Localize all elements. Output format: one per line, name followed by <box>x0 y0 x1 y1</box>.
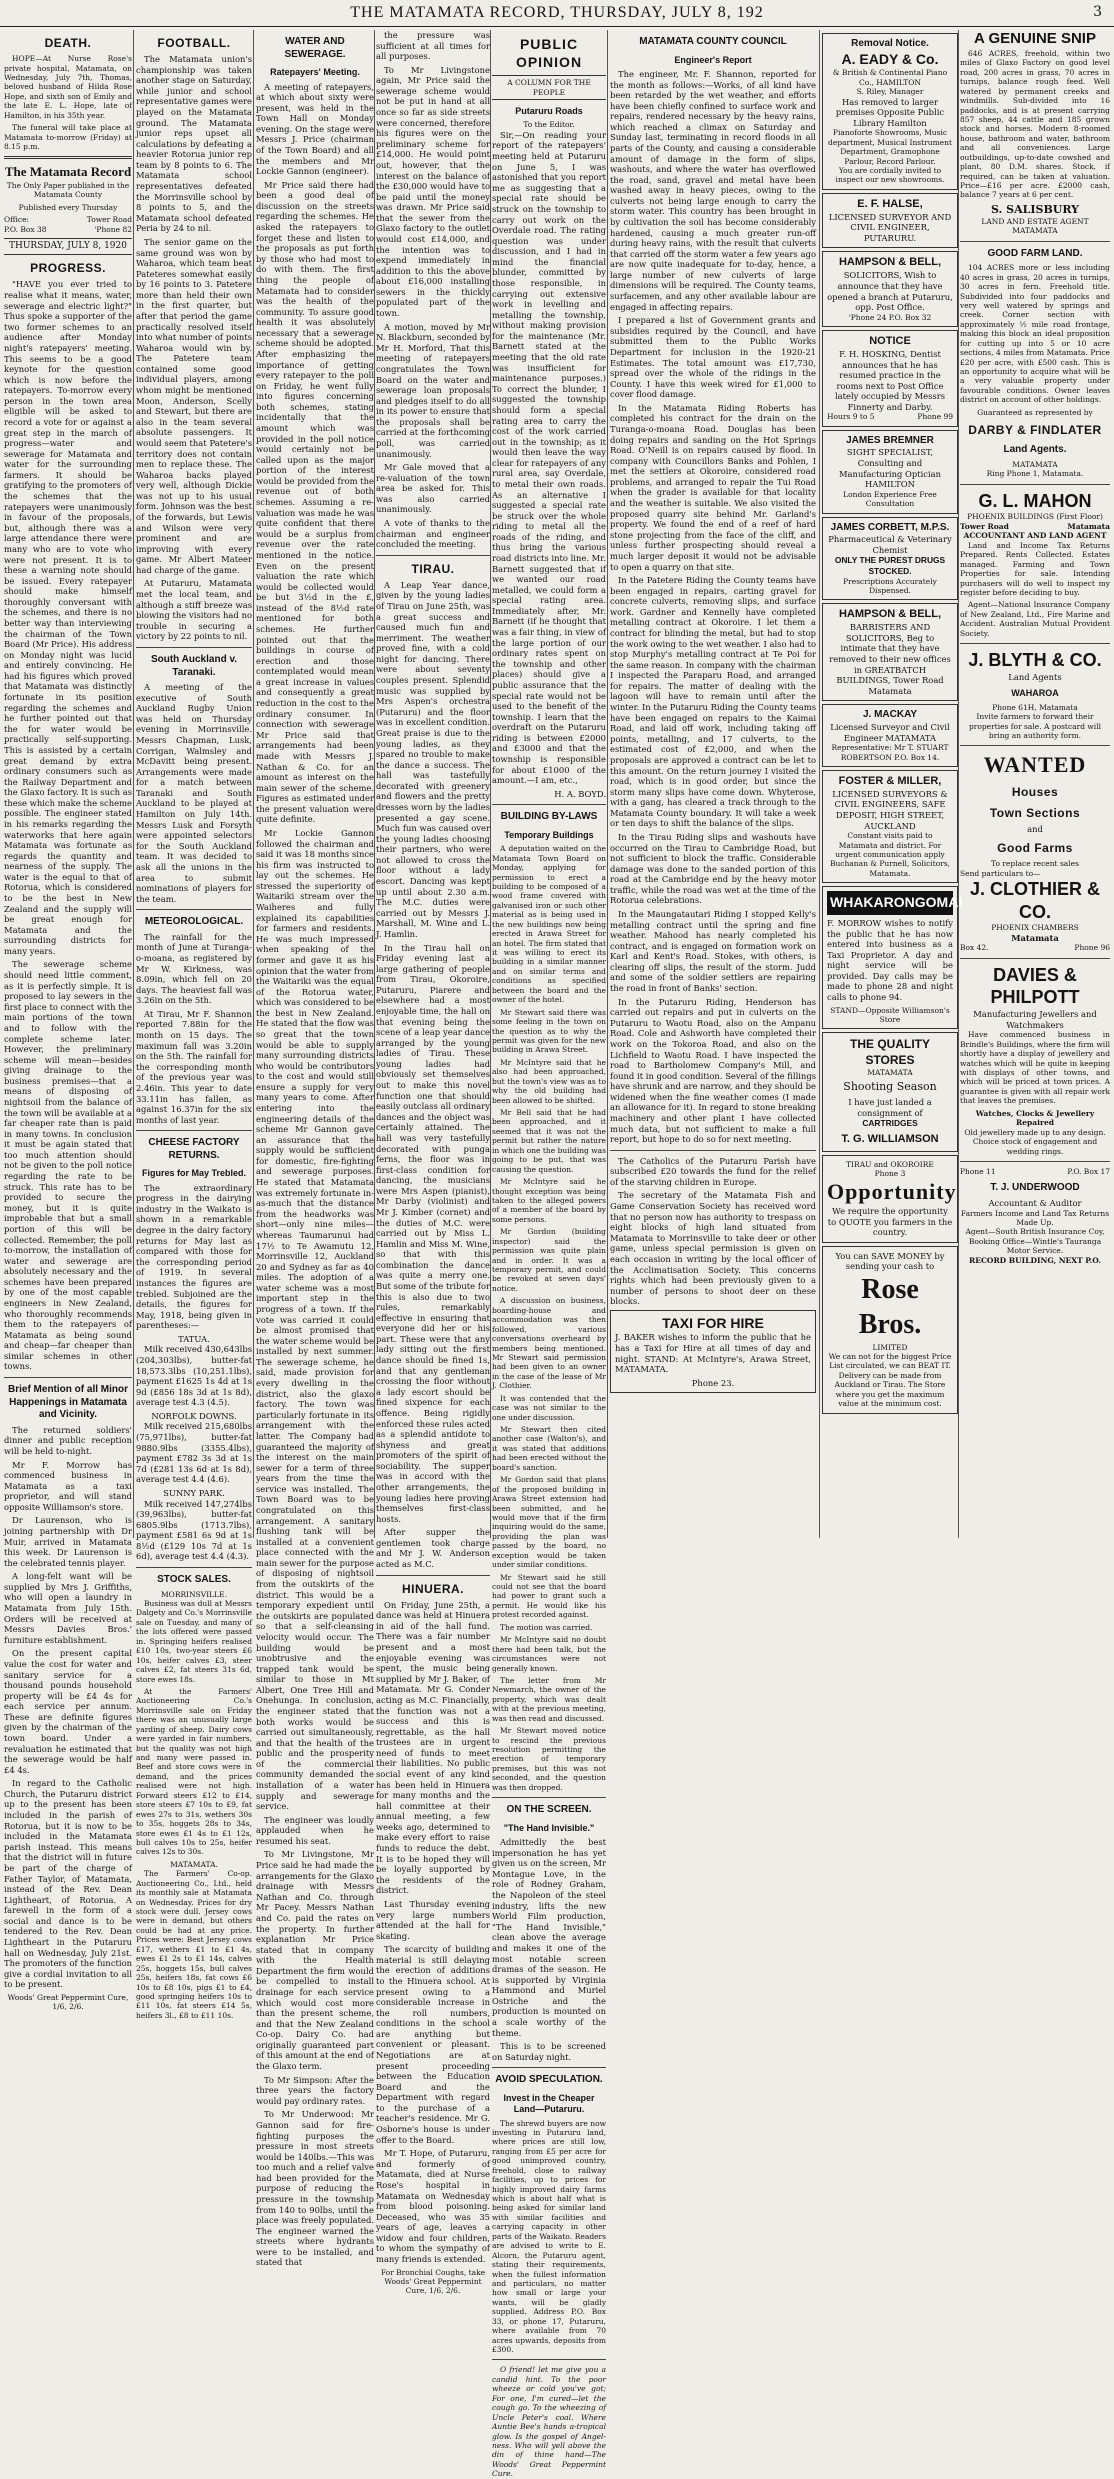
eady-text2: Pianoforte Showrooms, Music department, Musical Instrument Department, Gramophone Parlour, Record Parlour. <box>828 128 952 166</box>
column-rule <box>490 30 491 1538</box>
tju-name: T. J. UNDERWOOD <box>990 1182 1080 1194</box>
column-3 <box>256 30 374 2268</box>
peppermint-poem: O friend! let me give you a candid hint. To the poor wheeze or cold you've got; For one, I'm cured—let the cough go. To the wheezing of Uncle Peter's coal. Where Auntie Bee's hands a-tropical glow. Is the gospel of Angel-ness. Who will yell above the din of thine hand—The Woods' Great Peppermint Cure. <box>492 2365 606 2479</box>
whak-title: WHAKARONGOMAI <box>827 891 953 915</box>
screen-subheading: "The Hand Invisible." <box>503 1822 595 1833</box>
masthead <box>0 0 1114 27</box>
snip-text: 646 ACRES, freehold, within two miles of Glaxo Factory on good level road, 200 acres in grass, 70 acres in turnips, balance rough feed. Well watered by permanent creeks and windmills. Sub-divided into 16 paddocks, and is at present carrying 857 sheep, 44 cattle and 185 grown stock and horses. Modern 8-roomed house, bathroom and water, bathroom and all conveniences. Large outbuildings, up-to-date cowshed and plant, 80 D.M. shares. Stock, if required, can be taken at valuation. Price—£16 per acre. £2000 cash, balance 7 years at 6 per cent. <box>960 48 1110 200</box>
water-subheading: Ratepayers' Meeting. <box>270 67 360 78</box>
taxi-phone: Phone 23. <box>691 1377 735 1388</box>
water-continued: A vote of thanks to the chairman and engineer concluded the meeting. <box>376 518 490 550</box>
eady-sub: & British & Continental Piano Co., HAMILTON <box>832 68 948 87</box>
football-paragraph: At Putaruru, Matamata met the local team, and although a stiff breeze was blowing the visitors had no trouble in securing a victory by 22 points to nil. <box>136 578 252 642</box>
tju-footer: RECORD BUILDING, NEXT P.O. <box>969 1255 1101 1265</box>
cheese-subheading: Figures for May Trebled. <box>141 1168 247 1179</box>
tju-box: P.O. Box 17 <box>1067 1166 1110 1176</box>
clothier-text: PHOENIX CHAMBERS <box>991 923 1079 933</box>
council-subheading: Engineer's Report <box>674 54 752 65</box>
eady-invite: You are cordially invited to inspect our new showrooms. <box>835 166 945 185</box>
bremner-ad <box>822 430 958 514</box>
tju-sub: Accountant & Auditor <box>988 1198 1082 1208</box>
bylaws-paragraph: The letter from Mr Newmarch, the owner of the property, which was dealt with at the previous meeting, was then read and discussed. <box>492 1675 606 1723</box>
bylaws-paragraph: Mr McIntyre said no doubt there had been talk, but the circumstances were not generally known. <box>492 1635 606 1673</box>
public-opinion-heading: PUBLIC OPINION <box>515 36 583 70</box>
hb2-name: HAMPSON & BELL, <box>838 608 942 621</box>
paper-name: The Matamata Record <box>4 164 132 180</box>
brief-item: A long-felt want will be supplied by Mrs J. Griffiths, who will open a laundry in Matamata from July 15th. Orders will be received at Messrs Davies Bros.' furniture establishment. <box>4 1571 132 1645</box>
column-8 <box>960 30 1110 1535</box>
brief-item: Dr Laurenson, who is joining partnership with Dr Muir, arrived in Matamata this week. Dr Laurenson is the celebrated tennis player. <box>4 1515 132 1568</box>
morrinsville-text: Business was dull at Messrs Dalgety and Co.'s Morrinsville sale on Tuesday, and many of the lots offered were passed in. Springing heifers realised £10 10s, two-year steers £6 10s, heifer calves £3, steer calves £2, fat steers 31s 6d, store ewes 18s. <box>136 1599 252 1684</box>
cheese-heading: CHEESE FACTORY RETURNS. <box>148 1137 240 1161</box>
whakarongomai-ad <box>822 886 963 1029</box>
council-heading: MATAMATA COUNTY COUNCIL <box>639 36 787 47</box>
roads-letter: Sir,—On reading your report of the ratepayers' meeting held at Putaruru on June 5, I was astonished that you report me as suggesting that a special rate should be struck on the township to carry out work on the Overdale road. The rating question was under discussion, and I had in mind the financial blunder, committed by those responsible, in carrying out extensive work in levelling and metalling the township, without making provision for the maintenance (Mr. Barnett stated at the meeting that the old rate was insufficient for maintenance purposes.) To correct the blunder, I suggested the township should form a special rating area to carry the cost of the work carried out in the township; as it would then leave the way clear for ratepayers of any rural area, say Overdale, to metal their own roads. As an alternative I suggested a special rate be struck over the whole riding to metal all the roads of the riding, and thus bring the various road districts into line. Mr. Barnett suggested that if we wanted our road metalled, we could form a special rating area. Immediately after, Mr. Barnett (if he thought that was a fair thing, in view of the large portion of our ordinary rates spent on the township and other places) should give a public assurance that the special rate would not be used to the benefit of the township. I learn that the overdraft on the Putaruru riding is between £2000 and £3000 and that the township is responsible for about £1000 of the amount.—I am, etc., <box>492 129 606 786</box>
hinuera-paragraph: On Friday, June 25th, a dance was held at Hinuera in aid of the hall fund. There was a fair number present and a most enjoyable evening was spent, the music being supplied by Mr J. Baker, of Matamata. Mr G. Conder acting as M.C. Financially, the function was not a success and this is regrettable, as the hall trustees are in urgent need of funds to meet their liabilities. No public social event of any kind has been held in Hinuera for many months and the hall committee at their annual meeting, a few weeks ago, determined to make every effort to raise funds to reduce the debt. It is to be hoped they will be loyally supported by the residents of the district. <box>376 1599 490 1896</box>
halse-text: LICENSED SURVEYOR AND CIVIL ENGINEER, PUTARURU. <box>828 211 952 243</box>
tirau-paragraph: After supper the gentlemen took charge and Mr J. W. Anderson acted as M.C. <box>376 1527 490 1570</box>
df-location: MATAMATA <box>1012 459 1058 469</box>
halse-name: E. F. HALSE, <box>857 197 923 210</box>
column-rule <box>607 30 608 1538</box>
column-rule <box>374 30 375 1538</box>
dp-text2: Watches, Clocks & Jewellery Repaired <box>975 1108 1095 1128</box>
taxi-text: J. BAKER wishes to inform the public that he has a Taxi for Hire at all times of day and night. STAND: At McIntyre's, Arawa Street, MATAMATA. <box>615 1332 811 1375</box>
morrinsville-text: At the Farmers' Auctioneering Co.'s Morrinsville sale on Friday there was an unusually large yarding of sheep. Dairy cows were yarded in fair numbers, but the quality was not high and many were passed in. Beef and store cows were in demand, and the prices realised were not high. Forward steers £12 to £14, store steers £7 10s to £9, fat ewes 27s to 31s, wethers 30s to 35s, hoggets 28s to 34s, store ewes £1 4s to £1 12s, bull calves 10s to 25s, heifer calves 12s to 30s. <box>136 1686 252 1857</box>
fm-text2: Constant visits paid to Matamata and district. For urgent communication apply Buchanan & Purnell, Solicitors, Matamata. <box>829 831 951 878</box>
water-continued: the pressure was sufficient at all times for all purposes. <box>376 30 490 62</box>
hinuera-paragraph: Last Thursday evening very large numbers attended at the hall for skating. <box>376 1898 490 1941</box>
matamata-text: The Farmers' Co-op. Auctioneering Co., Ltd., held its monthly sale at Matamata on Wednesday. Prices for dry stock were dull. Jersey cows were in demand, but others could be had at any price. Prices were: Best Jersey cows £17, wethers £1 to £1 4s, ewes £1 2s to £1 14s, calves 25s, hoggets 15s, bull calves 25s, heifers 18s, fat cows £6 10s to £8 10s, pigs £1 to £4, good springing heifers 10s to £11 10s, fat steers £14 5s, heifers 3l., £8 to £11 10s. <box>136 1869 252 2020</box>
rose-name: Rose Bros. <box>858 1274 922 1341</box>
corbett-drugs: ONLY THE PUREST DRUGS STOCKED. <box>834 555 946 576</box>
po-box: P.O. Box 38 <box>4 224 47 234</box>
salisbury-name: S. SALISBURY <box>990 202 1080 216</box>
hinuera-paragraph: The scarcity of building material is still delaying the erection of additions to the Hinuera school. At present owing to a considerable increase in the roll numbers, conditions in the school are anything but convenient or pleasant. Negotiations are at present proceeding between the Education Board and the Department with regard to the purchase of a teacher's residence. Mr G. Osborne's house is under offer to the Board. <box>376 1944 490 2145</box>
hb1-name: HAMPSON & BELL, <box>838 256 942 269</box>
wanted-item: Town Sections <box>989 806 1081 821</box>
water-paragraph: To Mr Underwood: Mr Gannon said for fire-fighting purposes the pressure in most streets would be 140lbs.—This was too much and a relief valve had been provided for the purpose of reducing the pressure in the township from 140 to 90lbs, until the place was freely populated. The engineer warned the streets where hydrants were to be installed, and stated that <box>256 2109 374 2268</box>
wanted-item: and <box>1027 824 1043 835</box>
rose-text: You can SAVE MONEY by sending your cash to <box>835 1250 945 1272</box>
gfl-rep: Guaranteed as represented by <box>977 407 1093 417</box>
bremner-name: JAMES BREMNER <box>846 434 934 446</box>
column-4 <box>376 30 490 2296</box>
mahon-title: ACCOUNTANT AND LAND AGENT <box>963 531 1107 541</box>
death-notice: HOPE—At Nurse Rose's private hospital, Matamata, on Wednesday, July 7th, Thomas, beloved husband of Hilda Rose Hope, and sixth son of Emily and the late E. L. Hope, late of Hamilton, in his 35th year. <box>4 54 132 120</box>
council-paragraph: In the Matamata Riding Roberts has completed his contract for the drain on the Turanga-o-moana Road. Douglas has been doing repairs and sanding on the Hot Springs Road. O'Neill is on repairs caused by flood. In company with Councillors Banks and Pohlen, I met the settlers at Okoroire, considered road problems, and arranged to repair the Tui Road when the grader is available for that locality and the weather is suitable. We also visited the proposed quarry site behind Mr. Garland's property. We found the end of a reef of hard stone projecting from the face of the cliff, and unless further prospecting should reveal a much larger deposit it would not be advisable to open a quarry on that site. <box>610 402 816 572</box>
bylaws-paragraph: A discussion on business, boarding-house and accommodation was then followed, various conversations overheard by members being mentioned. Mr Stewart said permission had been given to an owner in the case of the lease of Mr J. Clothier. <box>492 1296 606 1391</box>
norfolk-text: Milk received 215,680lbs (75,971lbs), butter-fat 9880.9lbs (3355.4lbs), payment £782 3s 3d at 1s 7d (£281 13s 6d at 1s 8d), average test 4.4 (4.6). <box>136 1421 252 1485</box>
opp-places: TIRAU and OKOROIRE <box>846 1159 934 1169</box>
council-paragraph: In the Tirau Riding slips and washouts have occurred on the Tirau to Cambridge Road, but not sufficient to block the traffic. Considerable damage was done to the sanded portion of this road at the Cambridge end by the heavy motor traffic, while the road was wet at the time of the Rotorua celebrations. <box>610 831 816 906</box>
matamata-heading: MATAMATA. <box>170 1859 218 1869</box>
column-2 <box>136 30 252 2020</box>
bylaws-paragraph: Mr Stewart said there was some feeling in the town on the question as to why the permit was given for the new building in Arawa Street. <box>492 1007 606 1055</box>
notice-text: F. H. HOSKING, Dentist announces that he has resumed practice in the rooms next to Post Office lately occupied by Messrs Finnerty and Darby. <box>834 348 946 412</box>
notice-heading: NOTICE <box>869 335 911 348</box>
blyth-sub: Land Agents <box>1008 671 1062 682</box>
opportunity-ad <box>822 1155 958 1243</box>
clothier-name: J. CLOTHIER & CO. <box>969 878 1100 922</box>
df-name: DARBY & FINDLATER <box>968 423 1102 438</box>
council-paragraph: I prepared a list of Government grants and subsidies required by the Council, and have submitted them to the Public Works Department for inclusion in the 1920-21 Estimates. The total amount was £17,730, spread over the whole of the ridings in the County. I have this week wired for £1,000 to cover flood damage. <box>610 315 816 400</box>
water-paragraph: Mr Price said there had been a good deal of discussion on the streets regarding the schemes. He asked the ratepayers to forget these and listen to the proposals as put forth by those who had most to do with them. The first thing the people of Matamata had to consider was the health of the community. To assure good health it was absolutely necessary that a sewerage scheme should be adopted. After emphasizing the importance of getting every ratepayer to the poll on Friday, he went fully into figures concerning both schemes, stating incidentally that the amount which was provided in the poll notice would certainly not be called upon as the major portion of the interest would be provided from the revenue out of both schemes. Assuming a re-valuation was made he was quite confident that there would be a surplus from revenue over the rate mentioned in the notice. Even on the present valuation the rate which would be collected would be but 3½d in the £, instead of the 8½d rate mentioned for both schemes. He further pointed out that the buildings in course of erection and those contemplated would mean a great increase in values and consequently a great reduction in the cost to the ordinary consumer. In connection with sewerage Mr Price said that arrangements had been made with Messrs J. Nathan & Co. for an amount as interest on the main sewer of the scheme. Figures as estimated under the present valuation were quite definite. <box>256 179 374 825</box>
qs-title: THE QUALITY STORES <box>850 1037 930 1067</box>
tju-text: Farmers Income and Land Tax Returns Made Up. <box>960 1208 1110 1228</box>
mahon-name: G. L. MAHON <box>978 490 1092 511</box>
fish-game-paragraph: The secretary of the Matamata Fish and Game Conservation Society has received word that no person now has authority to trespass on eight blocks of high land situated from Matamata to Morrinsville to take deer or other game, unless special permission is given on each occasion in writing by the local officer of the Acclimatisation Society. This concerns rights which had been previously given to a number of persons to shoot deer on these blocks. <box>610 1190 816 1307</box>
roads-heading: Putaruru Roads <box>515 106 583 117</box>
bremner-sub: London Experience Free Consultation <box>843 489 937 509</box>
bylaws-paragraph: Mr McIntyre said he thought exception was being taken to the alleged powers of a member of the board by some persons. <box>492 1177 606 1224</box>
avoid-subheading: Invest in the Cheaper Land—Putaruru. <box>503 2092 595 2115</box>
dp-text4: Choice stock of engagement and wedding rings. <box>972 1137 1098 1156</box>
wanted-item: Houses <box>1011 785 1059 800</box>
mahon-text2: Land and Income Tax Returns Prepared. Rents Collected. Estates managed. Farming and Town Properties for sale. Intending purchasers will do well to inspect my register before deciding to buy. <box>960 540 1110 597</box>
blyth-name: J. BLYTH & CO. <box>968 650 1102 671</box>
to-editor: To the Editor. <box>523 120 575 130</box>
dp-text3: Old jewellery made up to any design. <box>964 1127 1106 1137</box>
column-5 <box>492 30 606 2479</box>
wanted-title: WANTED <box>983 752 1087 778</box>
rose-bros-ad <box>822 1246 958 1414</box>
office-address: Tower Road <box>86 215 132 225</box>
mackay-ad <box>822 704 958 767</box>
hb1-text: SOLICITORS, Wish to announce that they have opened a branch at Putaruru, opp. Post Office. <box>827 270 953 313</box>
clothier-phone: Phone 96 <box>1074 943 1110 953</box>
date-line: THURSDAY, JULY 8, 1920 <box>4 238 132 255</box>
office-label: Office: <box>4 215 30 225</box>
morrinsville-heading: MORRINSVILLE. <box>161 1589 227 1599</box>
clothier-box: Box 42. <box>960 943 989 953</box>
opp-phone: Phone 3 <box>874 1168 906 1178</box>
tirau-paragraph: A Leap Year dance, given by the young ladies of Tirau on June 25th, was a great success and caused much fun and merriment. The weather proved fine, with a cold night for dancing. There were about seventy couples present. Splendid music was supplied by Mrs Aspen's orchestra (Putaruru) and the floor was in excellent condition. Great praise is due to the young ladies, as they spared no trouble to make the dance a success. The hall was tastefully decorated with greenery and flowers and the pretty dresses worn by the ladies presented a gay scene. Much fun was caused over the young ladies choosing their partners, who were not allowed to cross the floor without a lady escort. Dancing was kept up until about 2.30 a.m. The M.C. duties were carried out by Messrs J. Marshall, M. Wine and L. J. Hamlin. <box>376 579 490 939</box>
water-paragraph: Mr Lockie Gannon followed the chairman and said it was 18 months since his firm was instructed to lay out the schemes. He stressed the superiority of Waitariki stream over the Waiheres and fully explained its capabilities for farmers and residents. He was much impressed when speaking of the former and gave it as his opinion that the water from the Waitariki was the equal of the Rotorua water, which was considered to be the best in New Zealand. He stated that the flow was so great that the town would be able to supply many surrounding districts who would be contributors to the cost and would still ensure a supply for very many years to come. After entering into the engineering details of the scheme Mr Gannon gave an assurance that the supply would be sufficient for domestic, fire-fighting and sewerage purposes. He stated that Matamata was extremely fortunate in-as-much that the distance from the headworks was short—only nine miles—whereas Taumarunui had 17½ to Te Awamutu 12, Morrinsville 12, Auckland 20 and Sydney as far as 40 miles. The adoption of a water scheme was a most important step in the progress of a town. If the vote was carried it could be almost promised that the water scheme would be installed by next summer. The sewerage scheme, he said, made provision for every dwelling in the district, also the glaxo factory. The town was particularly fortunate in its arrangement with the latter. The Company had guaranteed the majority of the interest on the main sewer for a term of three years from the time the service was installed. The Town Board was to be congratulated on this arrangement. A sanitary flushing tank will be installed at a convenient place connected with the main sewer for the purpose of disposing of nightsoil from the outskirts of the district. This would be a temporary expedient until the outskirts are populated so that a self-cleansing velocity would occur. The building would be unobtrusive and the trapped tank would be similar to those in Mt Albert, One Tree Hill and Onehunga. In conclusion, the engineer stated that both works would be carried out simultaneously, and that the health of the public and the prosperity of the commercial community demanded the installation of a water supply and sewerage service. <box>256 827 374 1812</box>
column-1 <box>4 30 133 2012</box>
tirau-heading: TIRAU. <box>411 561 455 576</box>
df-sub: Land Agents. <box>1003 444 1067 456</box>
avoid-heading: AVOID SPECULATION. <box>495 2074 603 2086</box>
snip-title: A GENUINE SNIP <box>974 30 1096 47</box>
progress-paragraph: "HAVE you ever tried to realise what it means, water, sewerage and electric light?" Thus spoke a supporter of the two former schemes to an audience after Monday night's ratepayers' meeting. This seems to be a good keynote for the question which is now before the ratepayers. To-morrow every person in the town area eligible will be asked to record a vote for or against a great step in the march of progress—water and sewerage for Matamata and water for the surrounding farmers. It should be gratifying to the promoters of the schemes that the ratepayers were unanimously in favour of the proposals, but, although there was a large attendance there were many who are to vote who were not present. It is to these a warning note should be issued. Every ratepayer should make himself thoroughly conversant with the schemes, and there is no better way than interviewing the chairman of the Town Board (Mr Price). His address on Monday night was lucid and entirely convincing. He had his figures which proved that Matamata was distinctly fortunate in its position regarding the schemes and he further pointed out that the for water would be practically self-supporting. This is assisted by a certain great demand by extra ordinary consumers such as the Railway Department and the Glaxo factory. It is such as these which make the scheme possible. The engineer stated in his remarks regarding the waterworks that here again Matamata was fortunate as regards the quantity and nearness of the supply. The water is the equal to that of Rotorua, which is considered to be the best in New Zealand and the supply will be great enough for Matamata and the surrounding districts for many years. <box>4 279 133 956</box>
gfl-text: 104 ACRES more or less including 40 acres in grass, 20 acres in turnips, 30 acres in fern. Freehold title. Subdivided into four paddocks and very well watered by springs and creek. Corner section with approximately ½ mile road frontage, making this block an ideal proposition for cutting up into 5 or 10 acre sections, 4 miles from Matamata. Price £20 per acre, with £500 cash. This is an opportunity to acquire what will be a very valuable property under favourable conditions. Owner leaves district on account of other holdings. <box>960 263 1110 405</box>
bylaws-paragraph: Mr Stewart then cited another case (Walton's), and it was stated that additions had been erected without the board's sanction. <box>492 1425 606 1472</box>
water-continued: To Mr Livingstone again, Mr Price said the sewerage scheme would not be put in hand at all once so far as side streets were concerned, therefore his figures were on the preliminary scheme for £14,000. He would point out, however, that the interest on the balance of the £30,000 would have to be paid until the money was drawn. Mr Price said that the sewer from the Glaxo factory to the outlet would cost £14,000, and the intention was to expend immediately in addition to this the above about £16,000 installing sewers in the thickly populated part of the town. <box>376 64 490 319</box>
df-phone: Ring Phone 1, Matamata. <box>986 469 1084 479</box>
water-paragraph: To Mr Livingstone, Mr Price said he had made the arrangements for the Glaxo drainage with Messrs Nathan and Co. through Mr Pacey. Messrs Nathan and Co. paid the rates on the property. In further explanation Mr Price stated that in company with the Health Department the firm would be compelled to install drainage for each service which would cost more than the present scheme, and that the New Zealand Co-op. Dairy Co. had originally guaranteed part of this amount at the end of the Glaxo term. <box>256 1849 374 2072</box>
mackay-text: Licensed Surveyor and Civil Engineer MATAMATA <box>830 721 950 743</box>
sa-paragraph: A meeting of the executive of South Auckland Rugby Union was held on Thursday evening in Morrinsville. Messrs Chapman, Lusk, Corrigan, Walmsley and McDavitt being present. Arrangements were made for a match between Taranaki and South Auckland to be played at Hamilton on July 14th. Messrs Lusk and Forsyth were appointed selectors for the South Auckland team. It was decided to ask all the unions in the area to submit nominations of players for the team. <box>136 682 252 904</box>
column-rule <box>253 30 254 1538</box>
screen-heading: ON THE SCREEN. <box>506 1804 592 1816</box>
met-heading: METEOROLOGICAL. <box>144 916 244 928</box>
page-number: 3 <box>1093 4 1102 20</box>
bylaws-paragraph: Mr McIntyre said that he also had been approached, but the town's view was as to why the old building had been allowed to be shifted. <box>492 1057 606 1105</box>
council-paragraph: In the Putaruru Riding, Henderson has carried out repairs and put in culverts on the Putaruru to Waotu Road, also on the Ampanu Road. Cole and Ashworth have completed their work on the Tokoroa Road, and also on the Lichfield to Waotu Road. I have inspected the road to Bartholomew Company's Mill, and found it in good condition. Several of the fillings have shrunk and are narrow, and they should be widened when the fine weather comes (I made an allowance for it). In regard to stone breaking machinery and other plant I have collected much data, but not sufficient to make a full report, but hope to do so for next meeting. <box>610 996 816 1145</box>
qs-season: Shooting Season <box>843 1080 937 1094</box>
bylaws-paragraph: Mr Gordon said that plans of the proposed building in Arawa Street extension had been submitted, and he would move that if the firm inquiring would do the same, providing the plan was passed by the board, no exception would be taken under similar conditions. <box>492 1475 606 1570</box>
tju-phone: Phone 11 <box>960 1166 996 1176</box>
water-heading: WATER AND SEWERAGE. <box>284 36 346 60</box>
hampson-bell-ad <box>822 251 958 327</box>
column-rule <box>958 30 959 1538</box>
corbett-ad <box>822 517 958 601</box>
bylaws-paragraph: Mr Stewart said he still could not see that the board had power to grant such a permit. He would like his protest recorded against. <box>492 1572 606 1620</box>
blyth-location: WAHAROA <box>1011 688 1059 699</box>
opp-text: We require the opportunity to QUOTE you farmers in the country. <box>827 1206 953 1238</box>
qs-name: T. G. WILLIAMSON <box>841 1132 939 1145</box>
qs-location: MATAMATA <box>867 1067 913 1077</box>
taxi-ad <box>610 1310 816 1394</box>
hb2-text: BARRISTERS AND SOLICITORS, Beg to intimate that they have removed to their new offices in GREATBATCH BUILDINGS, Tower Road Matamata <box>829 622 951 696</box>
mahon-text: PHOENIX BUILDINGS (First Floor) <box>967 512 1103 522</box>
brief-item: On the present capital value the cost for water and sanitary service for a thousand pounds household property will be £4 4s for each service per annum. These are definite figures given by the chairman of the town board. Under a revaluation he estimated that the sewerage would be half £4 4s. <box>4 1648 132 1775</box>
water-continued: Mr Gale moved that a re-valuation of the town area be asked for. This was also carried unanimously. <box>376 462 490 515</box>
death-heading: DEATH. <box>44 36 92 50</box>
mackay-rep: Representative: Mr T. STUART ROBERTSON P.O. Box 14. <box>831 743 949 762</box>
fm-text: LICENSED SURVEYORS & CIVIL ENGINEERS, SAFE DEPOSIT, HIGH STREET, AUCKLAND <box>832 788 948 831</box>
paper-sub: The Only Paper published in the Matamata County <box>6 180 130 200</box>
brief-item: In regard to the Catholic Church, the Putaruru district up to the present has been included in the parish of Rotorua, but it is now to be included in the Matamata parish instead. This means that the district will in future be part of the charge of Father Taylor, of Matamata, instead of the Rev. Dean Lightheart, of Rotorua. A farewell in the form of a social and dance is to be tendered to the Rev. Dean Lightheart in the Putaruru hall on Wednesday, July 21st. The promoters of the function give a cordial invitation to all to be present. <box>4 1778 132 1990</box>
water-paragraph: A meeting of ratepayers, at which about sixty were present, was held in the Town Hall on Monday evening. On the stage were Messrs J. Price (chairman of the Town Board) and all the members and Mr Lockie Gannon (engineer). <box>256 81 374 177</box>
mackay-name: J. MACKAY <box>862 709 918 721</box>
hampson-bell-ad-2 <box>822 603 958 701</box>
dp-text: Have commenced business in Brindle's Buildings, where the firm will shortly have a display of jewellery and watches which will be quite in keeping with displays of other towns, and which will be priced at town prices. A guarantee is given with all repair work that leaves the premises. <box>960 1030 1110 1106</box>
brief-item: Mr F. Morrow has commenced business in Matamata as a taxi proprietor, and will stand opposite Williamson's store. <box>4 1459 132 1512</box>
met-paragraph: The rainfall for the month of June at Turanga-o-moana, as registered by Mr W. Kirkness, was 8.09in, which fell on 20 days. The heaviest fall was 3.26in on the 5th. <box>136 931 252 1006</box>
corbett-name: JAMES CORBETT, M.P.S. <box>830 521 950 533</box>
corbett-text: Pharmaceutical & Veterinary Chemist <box>828 534 952 555</box>
football-paragraph: The Matamata union's championship was taken another stage on Saturday, while junior and school representative games were played on the Matamata ground. The Matamata junior reps upset all calculations by defeating a heavier Rotorua junior rep team by 8 points to 6. The Matamata school representatives defeated the Morrinsville school by 8 points to 5, and the Matamata school defeated Peria by 24 to nil. <box>136 54 252 234</box>
bylaws-paragraph: Mr Bell said that he had been approached, and it seemed that it was not the permit but rather the nature in which one the building was going to be put, that was causing the question. <box>492 1108 606 1174</box>
foster-miller-ad <box>822 770 958 883</box>
salisbury-text: LAND AND ESTATE AGENT MATAMATA <box>981 216 1089 236</box>
bylaws-paragraph: Mr Stewart moved notice to rescind the previous resolution permitting the erection of temporary premises, but this was not seconded, and the question was then dropped. <box>492 1726 606 1792</box>
wanted-text: To replace recent sales <box>991 859 1079 869</box>
wanted-item: Good Farms <box>997 841 1073 855</box>
football-heading: FOOTBALL. <box>157 36 231 50</box>
tju-text2: Agent—South British Insurance Coy, Booking Office—Wintle's Tauranga Motor Service. <box>965 1227 1105 1256</box>
notice-ad <box>822 330 958 427</box>
office-phone: 'Phone 82 <box>94 224 132 234</box>
paper-published: Published every Thursday <box>18 202 118 212</box>
norfolk-heading: NORFOLK DOWNS. <box>151 1410 237 1421</box>
water-continued: A motion, moved by Mr N. Blackburn, seconded by Mr H. Morford, That this meeting of ratepayers congratulates the Town Board on the water and sewerage loan proposals and pledges itself to do all in its power to ensure that the proposals shall be carried at the forthcoming poll, was carried unanimously. <box>376 321 490 459</box>
bremner-text: SIGHT SPECIALIST, Consulting and Manufacturing Optician HAMILTON <box>838 447 942 490</box>
eady-text: Has removed to larger premises Opposite Public Library Hamilton <box>835 96 945 128</box>
gfl-title: GOOD FARM LAND. <box>987 247 1083 259</box>
water-paragraph: To Mr Simpson: After the three years the factory would pay ordinary rates. <box>256 2074 374 2106</box>
whak-text: F. MORROW wishes to notify the public that he has now entered into business as a Taxi Proprietor. A day and night service will be provided. Day calls may be made to phone 28 and night calls to phone 94. <box>827 917 953 1002</box>
bylaws-paragraph: A deputation waited on the Matamata Town Board on Monday, applying for permission to erect a building to be composed of a wood frame covered with galvanised iron or such other material as is being used in the new buildings now being erected in Arawa Street for an hotel. The firm stated that it was willing to erect its building in a similar manner and on similar terms and conditions as specified between the board and the owner of the hotel. <box>492 844 606 1005</box>
dp-sub: Manufacturing Jewellers and Watchmakers <box>973 1009 1097 1030</box>
removal-title: Removal Notice. <box>851 38 929 49</box>
roads-signature: H. A. BOYD. <box>554 788 606 799</box>
screen-paragraph: This is to be screened on Saturday night. <box>492 2041 606 2062</box>
bylaws-paragraph: It was contended that the case was not similar to the one under discussion. <box>492 1393 606 1422</box>
progress-heading: PROGRESS. <box>30 261 106 276</box>
quality-stores-ad <box>822 1032 958 1151</box>
dp-name: DAVIES & PHILPOTT <box>990 964 1080 1008</box>
whak-stand: STAND—Opposite Williamson's Store <box>830 1005 950 1024</box>
temp-heading: Temporary Buildings <box>504 829 594 840</box>
halse-ad <box>822 193 958 249</box>
council-paragraph: The engineer, Mr. F. Shannon, reported for the month as follows:—Works, of all kind have been retarded by the wet weather, and efforts have been chiefly confined to surface work and repairs, rendered necessary by the heavy rains, which reached a climax on Saturday and Sunday last, terminating in record floods in all parts of the County, and causing a considerable amount of damage in the form of slips, washouts, and where the water has overflowed the road, sand, gravel and metal have been washed away in heavy pieces, owing to the culverts not being large enough to carry the storm water. This country has been brought in by cultivation the soil has become considerably hardened, causing a much greater run-off during heavy rains, with the result that culverts that carried off the storm water a few years ago are now quite inadequate for to-day, hence, a large number of new culverts of large dimensions will be required. The County teams, surfacemen, and any other available labour are engaged in affecting repairs. <box>610 68 816 312</box>
wanted-send: Send particulars to— <box>960 868 1041 878</box>
rose-text2: We can not for the biggest Price List circulated, we can BEAT IT. Delivery can be made from Auckland or Tirau. The Store where you get the maximum value at the minimum cost. <box>828 1352 952 1409</box>
bylaws-paragraph: Mr Gordon (building inspector) said the permission was quite plain and in order. It was a temporary permit, and could be revoked at seven days' notice. <box>492 1227 606 1293</box>
mahon-road: Tower Road <box>960 521 1009 531</box>
notice-hours: Hours 9 to 5 <box>827 412 875 422</box>
clothier-location: Matamata <box>1011 932 1059 943</box>
hinuera-heading: HINUERA. <box>401 1581 464 1596</box>
public-opinion-sub: A COLUMN FOR THE PEOPLE <box>492 75 606 100</box>
corbett-rx: Prescriptions Accurately Dispensed. <box>843 576 937 595</box>
sunny-heading: SUNNY PARK. <box>163 1487 225 1498</box>
water-paragraph: The engineer was loudly applauded when he resumed his seat. <box>256 1814 374 1846</box>
fm-name: FOSTER & MILLER, <box>838 774 942 787</box>
brief-heading: Brief Mention of all Minor Happenings in Matamata and Vicinity. <box>8 1384 128 1421</box>
blyth-text: Invite farmers to forward their properties for sale. A postcard will bring an authority form. <box>968 712 1102 741</box>
council-paragraph: In the Maungatautari Riding I stopped Kelly's metalling contract until the spring and fine weather. Mahood has nearly completed his contract, and is engaged on formation work on Karl and Kent's Road. Stokes, with others, is clearing off slips, the result of the storm. Judd and some of the soldier settlers are repairing the road in front of Banks' section. <box>610 909 816 994</box>
rose-ltd: LIMITED <box>872 1342 908 1352</box>
bylaws-heading: BUILDING BY-LAWS <box>500 811 598 823</box>
brief-item: The returned soldiers' dinner and public reception will be held to-night. <box>4 1424 132 1456</box>
qs-text: I have just landed a consignment of <box>848 1096 932 1118</box>
death-funeral: The funeral will take place at Matamata to-morrow (Friday) at 8.15 p.m. <box>4 123 132 152</box>
cheese-paragraph: The extraordinary progress in the dairying industry in the Waikato is shown in a remarkable degree in the dairy factory returns for May last as compared with those for the corresponding period of 1919. In several instances the figures are trebled. Subjoined are the details, the figures for May, 1918, being given in parentheses:— <box>136 1182 252 1331</box>
sunny-text: Milk received 147,274lbs (39,963lbs), butter-fat 6805.9lbs (1713.7lbs), payment £581 6s 9d at 1s 8½d (£129 10s 7d at 1s 6d), average test 4.4 (4.3). <box>136 1498 252 1562</box>
tatua-text: Milk received 430,643lbs (204,303lbs), butter-fat 18,573.3lbs (10,251.1lbs), payment £1625 1s 4d at 1s 9d (£856 18s 3d at 1s 8d), average test 4.3 (4.5). <box>136 1344 252 1408</box>
mahon-text3: Agent—National Insurance Company of New Zealand, Ltd., Fire Marine and Accident. Australian Mutual Provident Society. <box>960 600 1110 638</box>
column-rule <box>133 30 134 1538</box>
hb1-phone: 'Phone 24 P.O. Box 32 <box>848 312 932 322</box>
blyth-phone: Phone 61H, Matamata <box>992 702 1078 712</box>
catholic-paragraph: The Catholics of the Putaruru Parish have subscribed £20 towards the fund for the relief of the starving children in Europe. <box>610 1155 816 1187</box>
sa-heading: South Auckland v. Taranaki. <box>150 653 238 678</box>
mahon-town: Matamata <box>1067 521 1110 531</box>
column-footer: Woods' Great Peppermint Cure, 1/6, 2/6. <box>7 1992 129 2012</box>
progress-paragraph: The sewerage scheme should need little comment, as it is perfectly simple. It is proposed to lay sewers in the first place to connect with the main portions of the town and to follow with the complete scheme later. However, the preliminary scheme will mean—besides giving drainage to the business premises—that a means of disposing of nightsoil from the balance of the town will be available at a far cheaper rate than is paid in many towns. In conclusion it must be again stated that too much attention should not be given to the poll notice regarding the rate to be struck. This rate has to be provided to secure the money, but it is quite improbable that but a small portion of this will be collected. Remember, the poll to-morrow, the installation of water and sewerage are absolutely necessary and the schemes have been prepared by one of the most capable engineers in New Zealand, who thoroughly recommends them to the ratepayers of Matamata as being sound and cheap—far cheaper than similar schemes in other towns. <box>4 959 132 1372</box>
notice-phone: Phone 99 <box>917 412 953 422</box>
avoid-paragraph: The shrewd buyers are now investing in Putaruru land, where prices are still low, ranging from £5 per acre for good unimproved country, freehold, close to railway facilities, up to prices for highly improved dairy farms which is about half what is being asked for similar land with similar facilities and carrying capacity in other parts of the Waikato. Readers are advised to write to E. Alcorn, the Putaruru agent, stating their requirements, when the fullest information and particulars, no matter how small or large your wants, will be gladly supplied. Address P.O. Box 33, or phone 17, Putaruru, where available from 70 acres upwards, deposits from £300. <box>492 2118 606 2355</box>
opp-title: Opportunity <box>827 1179 957 1205</box>
eady-ad <box>822 33 958 190</box>
column-6 <box>610 30 816 1535</box>
column-7 <box>822 30 963 1535</box>
council-paragraph: In the Patetere Riding the County teams have been engaged in repairs, carting gravel for concrete culverts, removing slips, and surface work. Gardner and Kennelly have completed metalling contract at Okoroire. I let them a contract for blinding the metal, but had to stop the work owing to the wet weather. I also had to stop Murphy's metalling contract at Te Poi for the same reason. In company with the chairman I inspected the Paraparu Road, and arranged for repairs. The matter of dealing with the lagoon will have to remain until after the winter. In the Putaruru Riding the County teams have been engaged on repairs to the Kaimai Road, and laid off work, including taking off points, metalling, and 17 culverts, to the estimated cost of £2,000, and when the proposals are approved a contract can be let to this amount. On the return journey I visited the road, which is in good order, but since the storm many slips have come down. Whyterose, with a gang, has cleared a track through to the Matamata County boundary. It will take a week or ten days to shift the balance of the slips. <box>610 575 816 829</box>
qs-item: CARTRIDGES <box>862 1118 918 1129</box>
met-paragraph: At Tirau, Mr F. Shannon reported 7.88in for the month on 15 days. The maximum fall was 3.20in on the 5th. The rainfall for the corresponding month of the previous year was 2.46in. This year to date 33.11in has fallen, as against 16.37in for the six months of last year. <box>136 1008 252 1125</box>
bylaws-paragraph: The motion was carried. <box>500 1622 593 1632</box>
eady-manager: S. Riley, Manager <box>856 87 924 97</box>
taxi-heading: TAXI FOR HIRE <box>662 1314 764 1331</box>
screen-paragraph: Admittedly the best impersonation he has yet given us on the screen, Mr Montague Love, in the role of Rodney Graham, the Napoleon of the steel industry, lifts the new World Film production, "The Hand Invisible," clean above the average and makes it one of the most notable screen dramas of the season. He is supported by Virginia Hammond and Muriel Ostriche and the production is mounted on a scale worthy of the theme. <box>492 1837 606 2038</box>
tirau-paragraph: In the Tirau hall on Friday evening last a large gathering of people from Tirau, Okoroire, Putaruru, Piarere and elsewhere had a most enjoyable time, the hall on that evening being the scene of a leap year dance arranged by the young ladies of Tirau. These young ladies had obviously set themselves out to make this novel function one that should easily outclass all ordinary dances and the object was certainly attained. The hall was very tastefully decorated with punga ferns, the floor was in first-class condition for dancing, the musicians were Mrs Aspen (pianist), Mr Darby (violinist) and Mr J. Kimber (cornet) and the duties of M.C. were carried out by Miss L. Hamlin and Miss M. Wine, so that with this combination the dance was quite a merry one. But some of the tribute for this is also due to two rules, remarkably effective in ensuring that everyone did her or his part. These were that any lady sitting out the first dance should be fined 1s, and that any gentleman crossing the floor without a lady escort should be fined sixpence for each offence. Being rigidly enforced these rules acted as a splendid antidote to shyness and great promoters of the spirit of sociability. The supper was in accord with the other arrangements, the young ladies here proving themselves first-class hosts. <box>376 942 490 1524</box>
football-paragraph: The senior game on the same ground was won by Waharoa, which team beat Pateteres somewhat easily by 16 points to 3. Patetere more than held their own in the first quarter, but after that period the game practically resolved itself into what number of points Waharoa would win by. The Patetere team contained some good individual players, among whom might be mentioned Moon, Anderson, Scelly and Stewart, but there are also in the team several absolute passengers. It would seem that Patetere's territory does not contain men to replace these. The Waharoa backs played very well, although Dickie was not up to his usual form. Johnson was the best of the forwards, but Lewis and Wilson were very prominent and are improving with every game. Mr Albert Mateer had charge of the game. <box>136 236 252 575</box>
tatua-heading: TATUA. <box>178 1333 210 1344</box>
hinuera-paragraph: Mr T. Hope, of Putaruru, and formerly of Matamata, died at Nurse Rose's hospital in Matamata on Wednesday from blood poisoning. Deceased, who was 35 years of age, leaves a widow and four children, to whom the sympathy of many friends is extended. <box>376 2148 490 2264</box>
column-rule <box>819 30 820 1538</box>
eady-name: A. EADY & Co. <box>841 50 939 67</box>
masthead-title: THE MATAMATA RECORD, THURSDAY, JULY 8, 192 <box>350 4 764 21</box>
stock-heading: STOCK SALES. <box>157 1573 231 1585</box>
column-footer: For Bronchial Coughs, take Woods' Great Peppermint Cure, 1/6, 2/6. <box>380 2267 486 2296</box>
